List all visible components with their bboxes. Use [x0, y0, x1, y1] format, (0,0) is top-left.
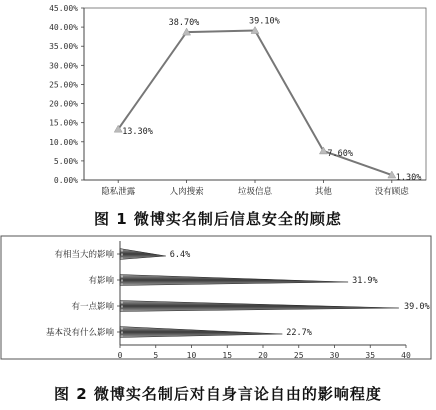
x-tick-label: 垃圾信息 — [237, 187, 273, 197]
y-tick-label: 45.00% — [49, 4, 78, 13]
data-label: 1.30% — [395, 173, 422, 184]
x-tick-label: 30 — [329, 351, 340, 360]
y-tick-label: 20.00% — [49, 99, 78, 109]
x-tick-label: 没有顾虑 — [374, 187, 409, 197]
y-tick-label: 5.00% — [53, 156, 78, 166]
x-tick-label: 隐私泄露 — [101, 187, 136, 197]
x-tick-label: 40 — [401, 351, 411, 360]
x-tick-label: 其他 — [314, 187, 332, 197]
y-tick-label: 40.00% — [49, 23, 78, 33]
y-tick-label: 30.00% — [49, 61, 78, 71]
chart-2 — [0, 235, 436, 380]
x-tick-label: 35 — [365, 351, 376, 360]
x-tick-label: 20 — [258, 351, 268, 360]
x-tick-label: 15 — [222, 351, 233, 360]
data-label: 6.4% — [169, 250, 191, 260]
data-label: 39.0% — [404, 302, 430, 312]
data-label: 13.30% — [122, 127, 153, 138]
data-label: 38.70% — [168, 18, 200, 29]
x-tick-label: 人肉搜索 — [169, 187, 204, 197]
y-tick-label: 35.00% — [49, 42, 78, 52]
data-label: 31.9% — [352, 276, 378, 286]
bar — [120, 275, 348, 286]
chart-1-title: 图 1 微博实名制后信息安全的顾虑 — [94, 210, 342, 228]
bar — [120, 249, 166, 260]
bar — [120, 327, 282, 338]
bar — [120, 301, 399, 312]
y-tick-label: 有相当大的影响 — [54, 250, 114, 260]
y-tick-label: 基本没有什么影响 — [45, 328, 114, 338]
y-tick-label: 25.00% — [49, 80, 78, 90]
y-tick-label: 15.00% — [49, 118, 78, 128]
data-label: 39.10% — [249, 16, 280, 27]
y-tick-label: 有一点影响 — [71, 302, 114, 312]
y-tick-label: 0.00% — [53, 176, 78, 185]
x-tick-label: 10 — [186, 351, 197, 360]
chart-2-title: 图 2 微博实名制后对自身言论自由的影响程度 — [54, 385, 382, 403]
y-tick-label: 10.00% — [49, 137, 78, 147]
y-tick-label: 有影响 — [88, 276, 114, 286]
x-tick-label: 0 — [117, 351, 123, 360]
x-tick-label: 25 — [293, 351, 304, 360]
data-label: 7.60% — [327, 148, 353, 159]
data-label: 22.7% — [286, 328, 312, 338]
x-tick-label: 5 — [153, 351, 159, 360]
